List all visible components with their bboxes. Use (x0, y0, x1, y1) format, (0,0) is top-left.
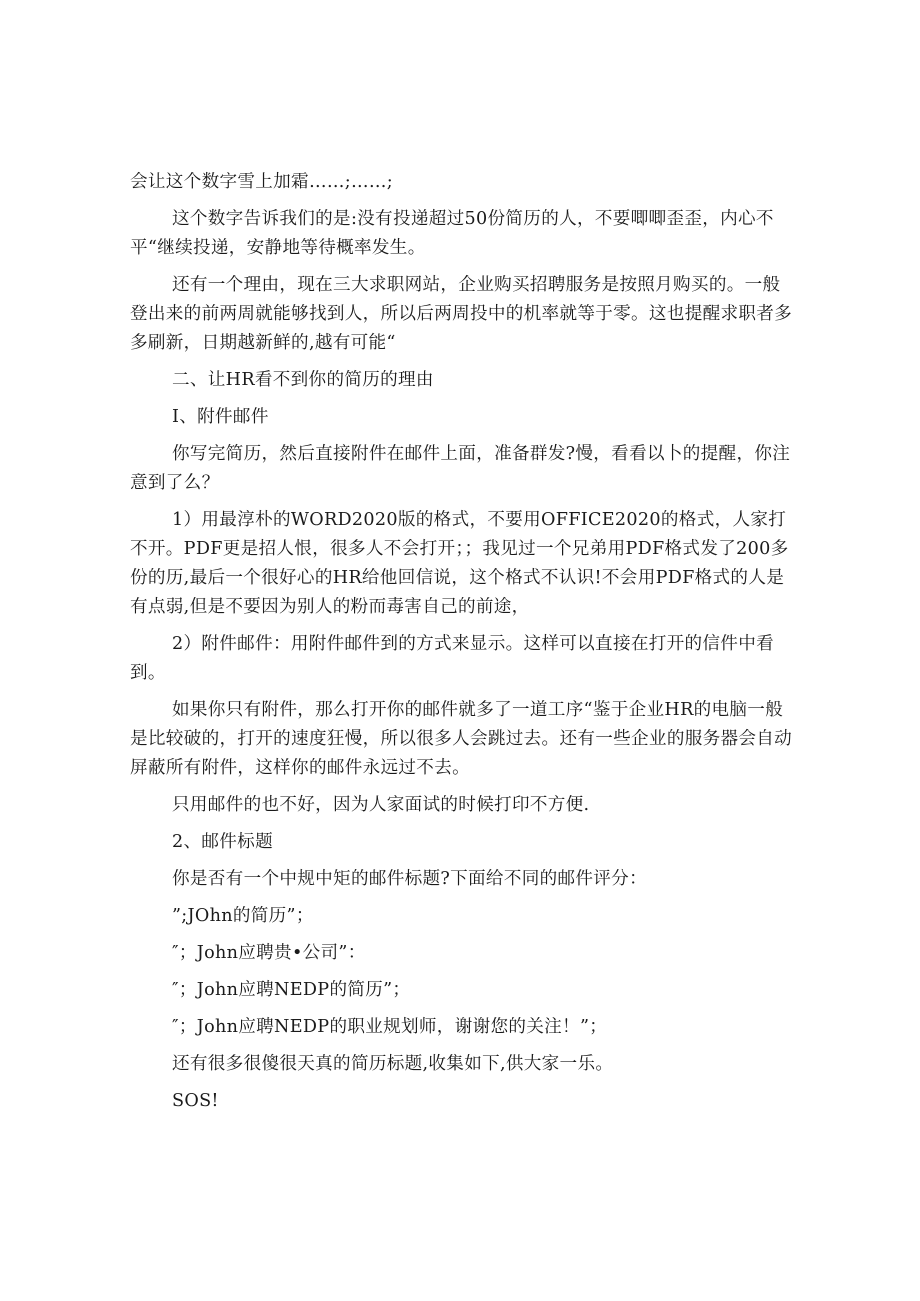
subheading-email-subject: 2、邮件标题 (172, 832, 273, 852)
example-subject-1: ”;JOhn的简历”； (172, 906, 314, 926)
section-heading-hr-reasons: 二、让HR看不到你的简历的理由 (172, 370, 434, 390)
paragraph-attachment-intro: 你写完简历，然后直接附件在邮件上面，准备群发?慢，看看以卜的提醒，你注意到了么？ (130, 444, 791, 493)
paragraph-fifty-resumes: 这个数字告诉我们的是:没有投递超过50份简历的人，不要唧唧歪歪，内心不平“继续投递，安静地等待概率发生。 (130, 209, 774, 258)
example-subject-2: ″；John应聘贵•公司”： (172, 943, 366, 963)
list-item-attachment-display: 2）附件邮件：用附件邮件到的方式来显示。这样可以直接在打开的信件中看到。 (130, 634, 774, 683)
example-subject-4: ″；John应聘NEDP的职业规划师，谢谢您的关注！”； (172, 1017, 608, 1037)
paragraph-only-attachment: 如果你只有附件，那么打开你的邮件就多了一道工序“鉴于企业HR的电脑一般是比较破的，打开的速度狂慢，所以很多人会跳过去。还有一些企业的服务器会自动屏蔽所有附件，这样你的邮件永远过不去。 (130, 700, 793, 778)
paragraph-continuation: 会让这个数字雪上加霜……;……; (130, 172, 393, 192)
paragraph-email-only: 只用邮件的也不好，因为人家面试的时候打印不方便. (172, 795, 590, 815)
paragraph-subject-question: 你是否有一个中规中矩的邮件标题?下面给不同的邮件评分： (172, 869, 647, 889)
paragraph-silly-titles: 还有很多很傻很天真的简历标题,收集如下,供大家一乐。 (172, 1054, 614, 1074)
document-body (130, 168, 795, 1124)
list-item-word-format: 1）用最淳朴的WORD2020版的格式，不要用OFFICE2020的格式，人家打不开。PDF更是招人恨，很多人不会打开；；我见过一个兄弟用PDF格式发了200多份的历,最后一个很好心的HR给他回信说，这个格式不认识!不会用PDF格式的人是有点弱,但是不要因为别人的粉而毒害自己的前途， (130, 510, 789, 617)
example-subject-3: ″；John应聘NEDP的简历”； (172, 980, 411, 1000)
subheading-attachment-email: I、附件邮件 (172, 407, 269, 427)
paragraph-another-reason: 还有一个理由，现在三大求职网站，企业购买招聘服务是按照月购买的。一般登出来的前两周就能够找到人，所以后两周投中的机率就等于零。这也提醒求职者多多刷新，日期越新鲜的,越有可能“ (130, 275, 793, 353)
example-sos: SOS! (172, 1091, 219, 1111)
